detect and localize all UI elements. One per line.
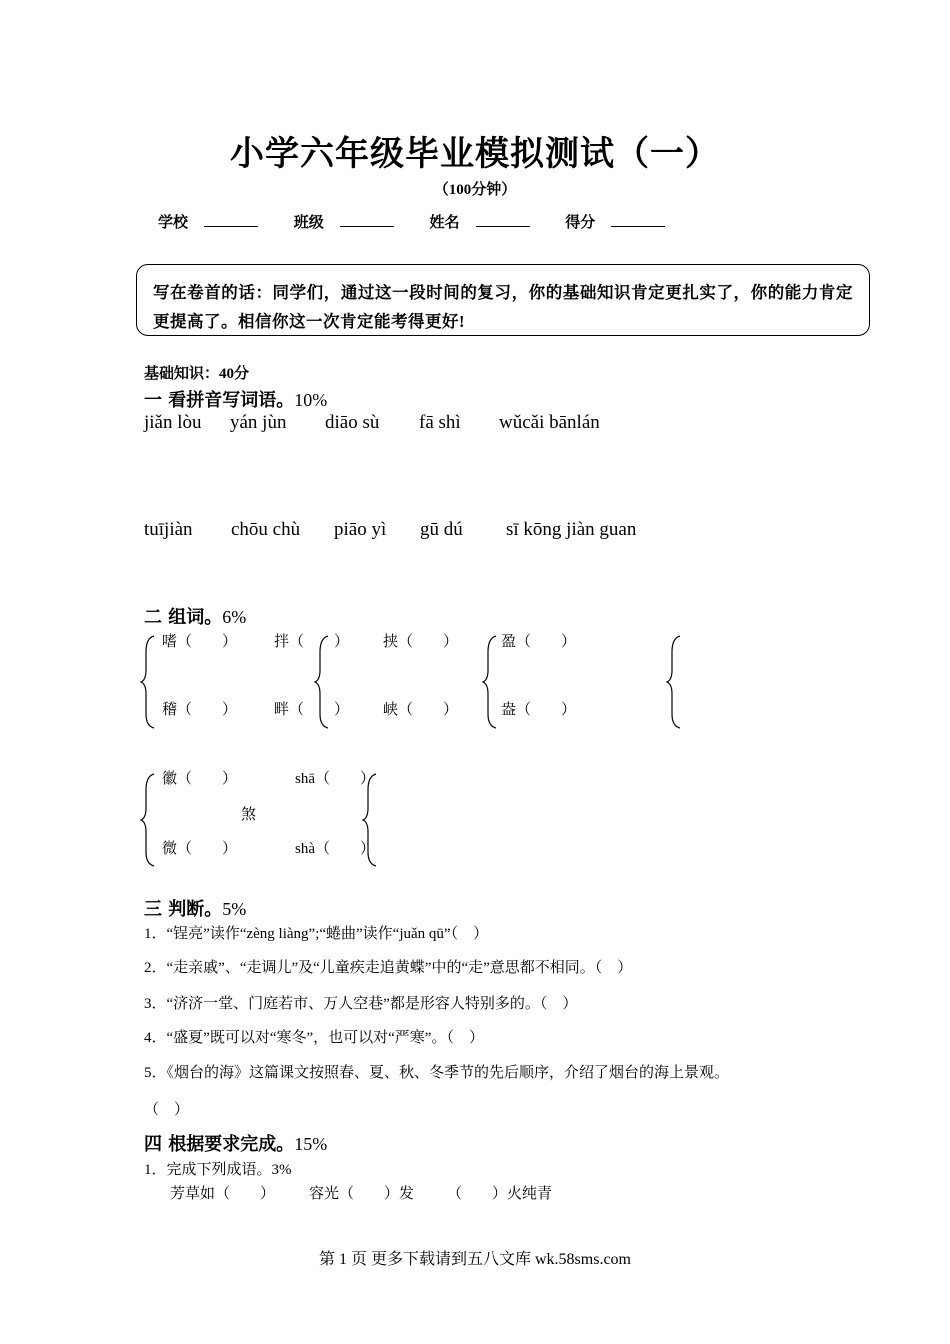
group-item-10: shā（ ） xyxy=(295,771,375,787)
section-4-percent: 15% xyxy=(294,1134,328,1154)
basic-knowledge-heading: 基础知识：40分 xyxy=(144,366,250,382)
page-footer: 第 1 页 更多下载请到五八文库 wk.58sms.com xyxy=(318,1251,631,1268)
group-item-4: 盈（ ） xyxy=(501,634,577,650)
judge-item-5: 5．《烟台的海》这篇课文按照春、夏、秋、冬季节的先后顺序，介绍了烟台的海上景观。 xyxy=(144,1065,730,1081)
name-field xyxy=(430,215,546,231)
section-2-percent: 6% xyxy=(222,607,247,627)
brace-1 xyxy=(141,636,154,728)
school-label: 学校 xyxy=(158,215,189,231)
pinyin-3: diāo sù xyxy=(325,412,380,433)
section-3-heading xyxy=(144,895,246,921)
judge-item-4: 4．“盛夏”既可以对“寒冬”，也可以对“严寒”。（ ） xyxy=(144,1030,484,1046)
pinyin-2: yán jùn xyxy=(230,412,287,433)
score-blank xyxy=(611,212,665,227)
brace-5 xyxy=(141,774,154,866)
section-4-heading xyxy=(144,1130,327,1156)
judge-item-1: 1．“锃亮”读作“zèng liàng”;“蜷曲”读作“juǎn qū”（ ） xyxy=(144,926,489,942)
brace-4 xyxy=(667,636,680,728)
score-field xyxy=(565,215,681,231)
idiom-2: 容光（ ）发 xyxy=(309,1186,415,1202)
name-label: 姓名 xyxy=(429,215,460,231)
section-2-heading xyxy=(144,603,246,629)
section-1-percent: 10% xyxy=(294,390,328,410)
pinyin-6: tuījiàn xyxy=(144,519,193,540)
school-field xyxy=(158,215,274,231)
pinyin-1: jiǎn lòu xyxy=(144,412,202,433)
group-item-5: 稽（ ） xyxy=(162,702,238,718)
pinyin-8: piāo yì xyxy=(334,519,387,540)
pinyin-7: chōu chù xyxy=(231,519,301,540)
section-3-percent: 5% xyxy=(222,899,247,919)
class-label: 班级 xyxy=(293,215,324,231)
judge-item-3: 3．“济济一堂、门庭若市、万人空巷”都是形容人特别多的。（ ） xyxy=(144,996,578,1012)
group-item-6: 畔（ ） xyxy=(274,702,350,718)
judge-item-5-answer: （ ） xyxy=(144,1102,190,1118)
group-item-11: 微（ ） xyxy=(162,841,238,857)
group-center-char: 煞 xyxy=(241,807,257,823)
group-item-3: 挟（ ） xyxy=(383,634,459,650)
pinyin-10: sī kōng jiàn guan xyxy=(506,519,637,540)
group-item-1: 嗜（ ） xyxy=(162,634,238,650)
group-item-2: 拌（ ） xyxy=(274,634,350,650)
section-1-title: 一 看拼音写词语。 xyxy=(144,390,295,411)
page-title: 小学六年级毕业模拟测试（一） xyxy=(230,134,720,174)
school-blank xyxy=(204,212,258,227)
group-item-9: 徽（ ） xyxy=(162,771,238,787)
section-2-title: 二 组词。 xyxy=(144,607,223,628)
task-1-heading: 1．完成下列成语。3% xyxy=(144,1162,292,1178)
pinyin-5: wǔcǎi bānlán xyxy=(499,412,600,433)
idiom-3: （ ）火纯青 xyxy=(447,1186,553,1202)
group-item-8: 盎（ ） xyxy=(501,702,577,718)
section-3-title: 三 判断。 xyxy=(144,899,223,920)
preface-box: 写在卷首的话：同学们，通过这一段时间的复习，你的基础知识肯定更扎实了，你的能力肯定更提高了。相信你这一次肯定能考得更好! xyxy=(136,264,870,336)
section-1-heading xyxy=(144,386,327,412)
name-blank xyxy=(476,212,530,227)
class-field xyxy=(294,215,410,231)
group-item-12: shà（ ） xyxy=(295,841,375,857)
pinyin-4: fā shì xyxy=(419,412,461,433)
score-label: 得分 xyxy=(565,215,596,231)
class-blank xyxy=(340,212,394,227)
judge-item-2: 2．“走亲戚”、“走调儿”及“儿童疾走追黄蝶”中的“走”意思都不相同。（ ） xyxy=(144,960,633,976)
pinyin-9: gū dú xyxy=(420,519,463,540)
brace-3 xyxy=(483,636,496,728)
student-info-line xyxy=(158,211,697,232)
idiom-1: 芳草如（ ） xyxy=(170,1186,276,1202)
group-item-7: 峡（ ） xyxy=(383,702,459,718)
section-4-title: 四 根据要求完成。 xyxy=(144,1134,295,1155)
exam-duration: （100分钟） xyxy=(433,182,517,198)
